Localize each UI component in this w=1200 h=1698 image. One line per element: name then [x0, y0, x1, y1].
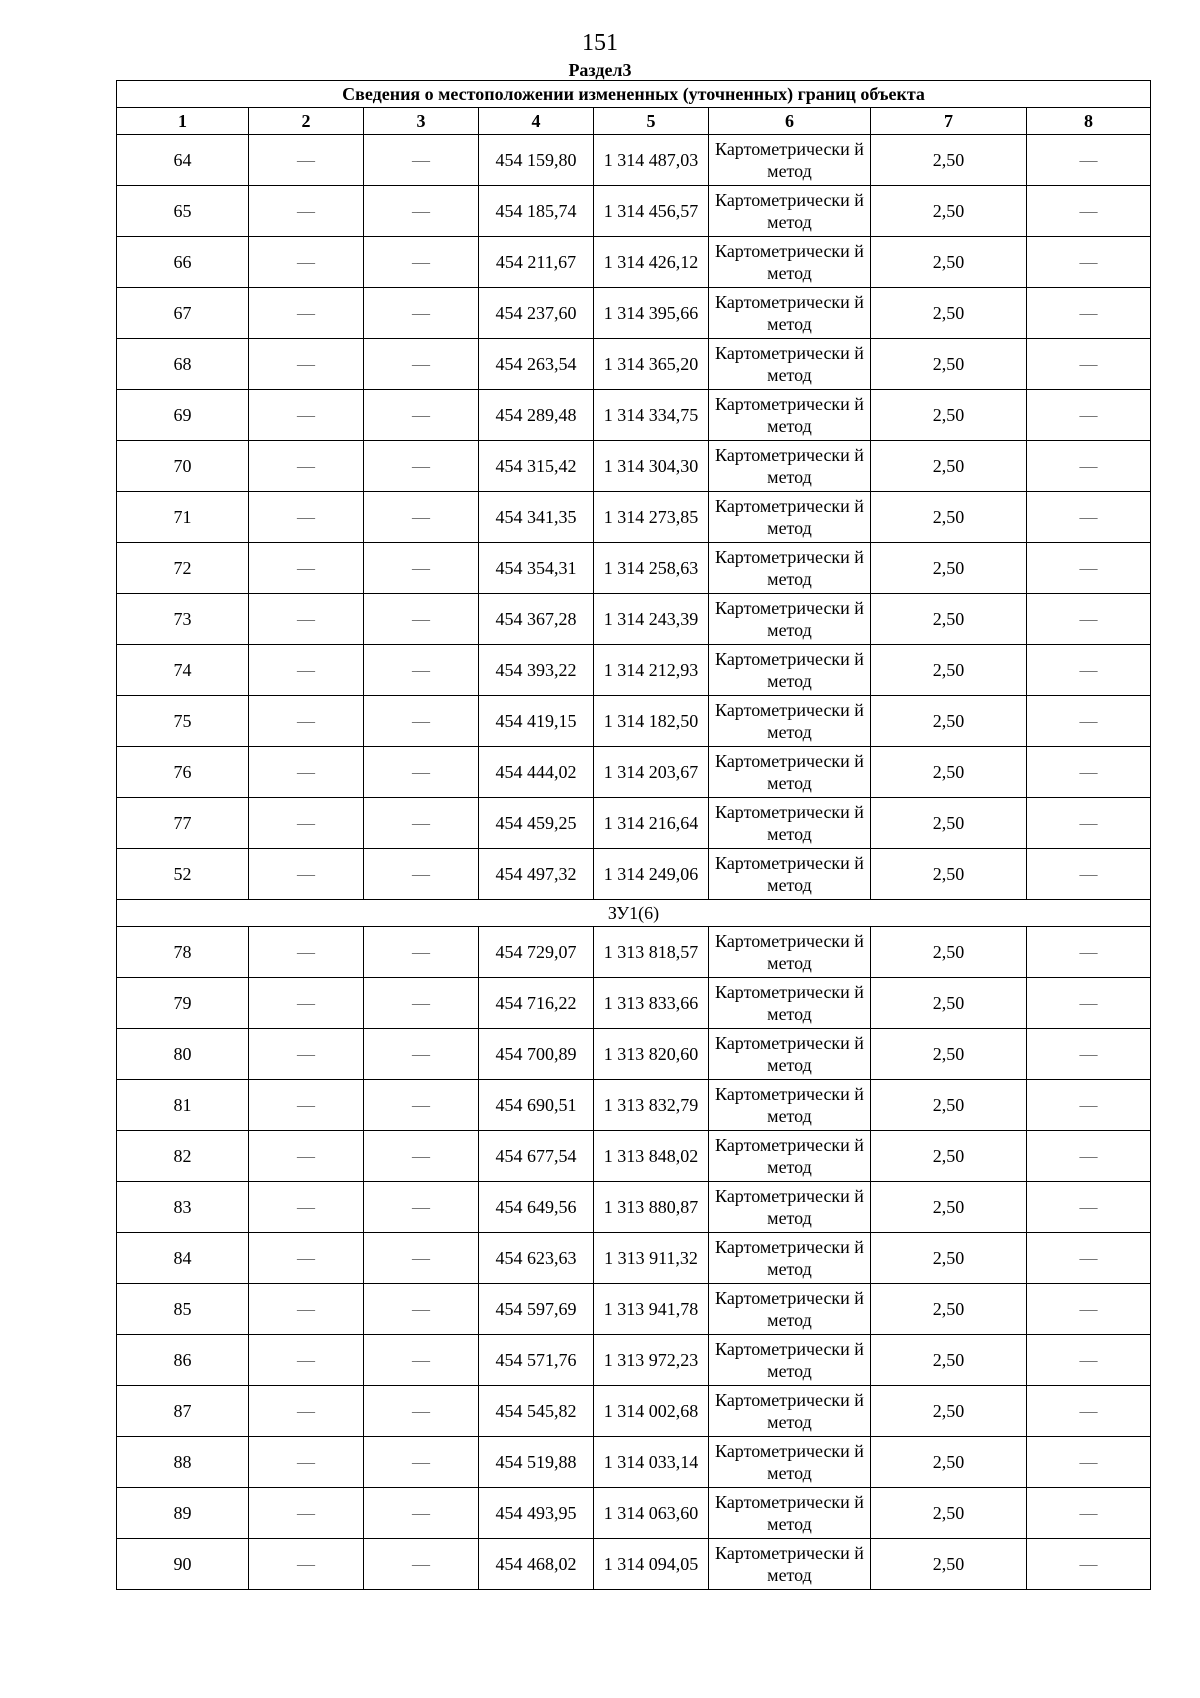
coord-x: 454 493,95 — [479, 1488, 594, 1539]
cell-col8: — — [1027, 1284, 1151, 1335]
coord-y: 1 314 395,66 — [594, 288, 709, 339]
cell-col2: — — [249, 492, 364, 543]
coordinates-table — [116, 80, 1151, 1590]
point-number: 82 — [117, 1131, 249, 1182]
accuracy: 2,50 — [871, 339, 1027, 390]
accuracy: 2,50 — [871, 1182, 1027, 1233]
table-row — [117, 1233, 1151, 1284]
point-number: 75 — [117, 696, 249, 747]
coord-x: 454 545,82 — [479, 1386, 594, 1437]
cell-col2: — — [249, 798, 364, 849]
method: Картометрически й метод — [709, 492, 871, 543]
column-number-2: 2 — [249, 108, 364, 135]
coord-y: 1 313 941,78 — [594, 1284, 709, 1335]
coord-y: 1 314 304,30 — [594, 441, 709, 492]
table-row — [117, 1131, 1151, 1182]
accuracy: 2,50 — [871, 237, 1027, 288]
table-row — [117, 237, 1151, 288]
cell-col3: — — [364, 1437, 479, 1488]
table-caption: Сведения о местоположении измененных (уточненных) границ объекта — [117, 81, 1151, 108]
coord-x: 454 623,63 — [479, 1233, 594, 1284]
table-row — [117, 339, 1151, 390]
accuracy: 2,50 — [871, 849, 1027, 900]
cell-col2: — — [249, 1029, 364, 1080]
table-row — [117, 1386, 1151, 1437]
coord-x: 454 690,51 — [479, 1080, 594, 1131]
cell-col3: — — [364, 1488, 479, 1539]
method: Картометрически й метод — [709, 288, 871, 339]
column-number-7: 7 — [871, 108, 1027, 135]
coord-x: 454 211,67 — [479, 237, 594, 288]
cell-col3: — — [364, 543, 479, 594]
table-row — [117, 288, 1151, 339]
table-row — [117, 441, 1151, 492]
cell-col8: — — [1027, 492, 1151, 543]
cell-col8: — — [1027, 1335, 1151, 1386]
table-row — [117, 1539, 1151, 1590]
coord-x: 454 419,15 — [479, 696, 594, 747]
column-number-1: 1 — [117, 108, 249, 135]
cell-col2: — — [249, 1284, 364, 1335]
point-number: 86 — [117, 1335, 249, 1386]
coord-y: 1 314 426,12 — [594, 237, 709, 288]
coord-x: 454 597,69 — [479, 1284, 594, 1335]
table-row — [117, 849, 1151, 900]
cell-col3: — — [364, 645, 479, 696]
cell-col8: — — [1027, 594, 1151, 645]
coord-y: 1 314 216,64 — [594, 798, 709, 849]
point-number: 69 — [117, 390, 249, 441]
cell-col3: — — [364, 927, 479, 978]
accuracy: 2,50 — [871, 927, 1027, 978]
cell-col3: — — [364, 1539, 479, 1590]
table-row — [117, 1488, 1151, 1539]
table-row — [117, 645, 1151, 696]
cell-col3: — — [364, 441, 479, 492]
coord-x: 454 468,02 — [479, 1539, 594, 1590]
coord-y: 1 314 094,05 — [594, 1539, 709, 1590]
cell-col3: — — [364, 1233, 479, 1284]
column-number-4: 4 — [479, 108, 594, 135]
cell-col8: — — [1027, 747, 1151, 798]
column-number-row — [117, 108, 1151, 135]
point-number: 90 — [117, 1539, 249, 1590]
coord-x: 454 571,76 — [479, 1335, 594, 1386]
method: Картометрически й метод — [709, 645, 871, 696]
coord-x: 454 367,28 — [479, 594, 594, 645]
cell-col2: — — [249, 978, 364, 1029]
method: Картометрически й метод — [709, 927, 871, 978]
accuracy: 2,50 — [871, 186, 1027, 237]
coord-y: 1 314 063,60 — [594, 1488, 709, 1539]
method: Картометрически й метод — [709, 978, 871, 1029]
accuracy: 2,50 — [871, 696, 1027, 747]
cell-col3: — — [364, 747, 479, 798]
cell-col8: — — [1027, 1182, 1151, 1233]
method: Картометрически й метод — [709, 1284, 871, 1335]
accuracy: 2,50 — [871, 288, 1027, 339]
accuracy: 2,50 — [871, 747, 1027, 798]
method: Картометрически й метод — [709, 1080, 871, 1131]
method: Картометрически й метод — [709, 1437, 871, 1488]
coord-y: 1 314 487,03 — [594, 135, 709, 186]
accuracy: 2,50 — [871, 1386, 1027, 1437]
accuracy: 2,50 — [871, 1131, 1027, 1182]
coord-x: 454 716,22 — [479, 978, 594, 1029]
cell-col8: — — [1027, 696, 1151, 747]
method: Картометрически й метод — [709, 849, 871, 900]
cell-col2: — — [249, 441, 364, 492]
accuracy: 2,50 — [871, 543, 1027, 594]
method: Картометрически й метод — [709, 1488, 871, 1539]
cell-col8: — — [1027, 1386, 1151, 1437]
cell-col3: — — [364, 1284, 479, 1335]
cell-col8: — — [1027, 1131, 1151, 1182]
table-caption-row — [117, 81, 1151, 108]
coord-y: 1 314 212,93 — [594, 645, 709, 696]
method: Картометрически й метод — [709, 186, 871, 237]
cell-col2: — — [249, 390, 364, 441]
table-row — [117, 594, 1151, 645]
point-number: 73 — [117, 594, 249, 645]
cell-col2: — — [249, 594, 364, 645]
coord-y: 1 313 820,60 — [594, 1029, 709, 1080]
cell-col2: — — [249, 1335, 364, 1386]
point-number: 77 — [117, 798, 249, 849]
coord-y: 1 313 832,79 — [594, 1080, 709, 1131]
point-number: 79 — [117, 978, 249, 1029]
point-number: 70 — [117, 441, 249, 492]
table-row — [117, 1029, 1151, 1080]
method: Картометрически й метод — [709, 1131, 871, 1182]
method: Картометрически й метод — [709, 237, 871, 288]
cell-col3: — — [364, 1029, 479, 1080]
point-number: 76 — [117, 747, 249, 798]
point-number: 78 — [117, 927, 249, 978]
coord-y: 1 314 243,39 — [594, 594, 709, 645]
table-row — [117, 696, 1151, 747]
cell-col8: — — [1027, 1233, 1151, 1284]
method: Картометрически й метод — [709, 594, 871, 645]
cell-col2: — — [249, 1080, 364, 1131]
cell-col2: — — [249, 1131, 364, 1182]
cell-col3: — — [364, 696, 479, 747]
coord-x: 454 459,25 — [479, 798, 594, 849]
method: Картометрически й метод — [709, 1386, 871, 1437]
cell-col2: — — [249, 543, 364, 594]
cell-col2: — — [249, 1437, 364, 1488]
accuracy: 2,50 — [871, 594, 1027, 645]
group-label: ЗУ1(6) — [117, 900, 1151, 927]
column-number-8: 8 — [1027, 108, 1151, 135]
point-number: 81 — [117, 1080, 249, 1131]
cell-col8: — — [1027, 1488, 1151, 1539]
cell-col8: — — [1027, 1080, 1151, 1131]
coord-y: 1 314 203,67 — [594, 747, 709, 798]
accuracy: 2,50 — [871, 798, 1027, 849]
table-row — [117, 135, 1151, 186]
point-number: 84 — [117, 1233, 249, 1284]
coord-x: 454 677,54 — [479, 1131, 594, 1182]
method: Картометрически й метод — [709, 1182, 871, 1233]
coord-y: 1 314 334,75 — [594, 390, 709, 441]
coord-x: 454 700,89 — [479, 1029, 594, 1080]
table-row — [117, 1182, 1151, 1233]
accuracy: 2,50 — [871, 1029, 1027, 1080]
cell-col2: — — [249, 696, 364, 747]
cell-col2: — — [249, 339, 364, 390]
cell-col8: — — [1027, 978, 1151, 1029]
point-number: 83 — [117, 1182, 249, 1233]
coord-x: 454 393,22 — [479, 645, 594, 696]
cell-col3: — — [364, 339, 479, 390]
method: Картометрически й метод — [709, 543, 871, 594]
cell-col8: — — [1027, 441, 1151, 492]
cell-col3: — — [364, 978, 479, 1029]
cell-col3: — — [364, 237, 479, 288]
cell-col8: — — [1027, 798, 1151, 849]
cell-col8: — — [1027, 186, 1151, 237]
method: Картометрически й метод — [709, 1233, 871, 1284]
table-row — [117, 747, 1151, 798]
cell-col2: — — [249, 849, 364, 900]
coord-x: 454 497,32 — [479, 849, 594, 900]
cell-col2: — — [249, 1386, 364, 1437]
point-number: 52 — [117, 849, 249, 900]
coord-y: 1 313 833,66 — [594, 978, 709, 1029]
method: Картометрически й метод — [709, 1335, 871, 1386]
cell-col3: — — [364, 1080, 479, 1131]
coord-y: 1 313 911,32 — [594, 1233, 709, 1284]
point-number: 72 — [117, 543, 249, 594]
cell-col3: — — [364, 135, 479, 186]
coord-y: 1 314 249,06 — [594, 849, 709, 900]
method: Картометрически й метод — [709, 1029, 871, 1080]
table-row — [117, 543, 1151, 594]
group-label-row — [117, 900, 1151, 927]
cell-col2: — — [249, 186, 364, 237]
accuracy: 2,50 — [871, 1233, 1027, 1284]
cell-col8: — — [1027, 543, 1151, 594]
cell-col3: — — [364, 492, 479, 543]
table-row — [117, 1437, 1151, 1488]
cell-col8: — — [1027, 1437, 1151, 1488]
cell-col3: — — [364, 849, 479, 900]
cell-col3: — — [364, 798, 479, 849]
method: Картометрически й метод — [709, 135, 871, 186]
point-number: 67 — [117, 288, 249, 339]
column-number-5: 5 — [594, 108, 709, 135]
coord-y: 1 313 880,87 — [594, 1182, 709, 1233]
table-row — [117, 1080, 1151, 1131]
point-number: 74 — [117, 645, 249, 696]
point-number: 85 — [117, 1284, 249, 1335]
cell-col8: — — [1027, 339, 1151, 390]
cell-col2: — — [249, 288, 364, 339]
method: Картометрически й метод — [709, 798, 871, 849]
accuracy: 2,50 — [871, 978, 1027, 1029]
accuracy: 2,50 — [871, 1335, 1027, 1386]
coord-y: 1 314 002,68 — [594, 1386, 709, 1437]
cell-col2: — — [249, 927, 364, 978]
coord-y: 1 314 258,63 — [594, 543, 709, 594]
table-row — [117, 798, 1151, 849]
cell-col2: — — [249, 747, 364, 798]
cell-col3: — — [364, 390, 479, 441]
column-number-6: 6 — [709, 108, 871, 135]
coord-x: 454 315,42 — [479, 441, 594, 492]
table-row — [117, 186, 1151, 237]
cell-col8: — — [1027, 1029, 1151, 1080]
method: Картометрически й метод — [709, 1539, 871, 1590]
cell-col8: — — [1027, 288, 1151, 339]
table-body — [117, 135, 1151, 1590]
point-number: 87 — [117, 1386, 249, 1437]
coord-y: 1 314 033,14 — [594, 1437, 709, 1488]
cell-col2: — — [249, 645, 364, 696]
table-row — [117, 1335, 1151, 1386]
coord-x: 454 341,35 — [479, 492, 594, 543]
table-row — [117, 492, 1151, 543]
table-row — [117, 978, 1151, 1029]
table-row — [117, 927, 1151, 978]
coord-x: 454 289,48 — [479, 390, 594, 441]
coord-x: 454 237,60 — [479, 288, 594, 339]
point-number: 89 — [117, 1488, 249, 1539]
accuracy: 2,50 — [871, 390, 1027, 441]
cell-col3: — — [364, 1335, 479, 1386]
table-row — [117, 1284, 1151, 1335]
point-number: 66 — [117, 237, 249, 288]
coord-x: 454 263,54 — [479, 339, 594, 390]
method: Картометрически й метод — [709, 696, 871, 747]
point-number: 64 — [117, 135, 249, 186]
accuracy: 2,50 — [871, 1284, 1027, 1335]
coord-x: 454 729,07 — [479, 927, 594, 978]
accuracy: 2,50 — [871, 135, 1027, 186]
section-title: Раздел3 — [568, 60, 632, 80]
coord-y: 1 313 848,02 — [594, 1131, 709, 1182]
cell-col8: — — [1027, 237, 1151, 288]
cell-col8: — — [1027, 135, 1151, 186]
cell-col2: — — [249, 1233, 364, 1284]
coord-x: 454 354,31 — [479, 543, 594, 594]
accuracy: 2,50 — [871, 1437, 1027, 1488]
cell-col8: — — [1027, 390, 1151, 441]
accuracy: 2,50 — [871, 1080, 1027, 1131]
coord-y: 1 314 182,50 — [594, 696, 709, 747]
cell-col3: — — [364, 186, 479, 237]
coord-x: 454 649,56 — [479, 1182, 594, 1233]
accuracy: 2,50 — [871, 441, 1027, 492]
cell-col2: — — [249, 1488, 364, 1539]
method: Картометрически й метод — [709, 390, 871, 441]
table-row — [117, 390, 1151, 441]
method: Картометрически й метод — [709, 747, 871, 798]
method: Картометрически й метод — [709, 441, 871, 492]
point-number: 65 — [117, 186, 249, 237]
coord-y: 1 313 972,23 — [594, 1335, 709, 1386]
cell-col3: — — [364, 1386, 479, 1437]
column-number-3: 3 — [364, 108, 479, 135]
coord-x: 454 185,74 — [479, 186, 594, 237]
cell-col8: — — [1027, 927, 1151, 978]
coord-y: 1 314 365,20 — [594, 339, 709, 390]
cell-col3: — — [364, 288, 479, 339]
coord-y: 1 314 456,57 — [594, 186, 709, 237]
method: Картометрически й метод — [709, 339, 871, 390]
coord-x: 454 519,88 — [479, 1437, 594, 1488]
cell-col8: — — [1027, 849, 1151, 900]
accuracy: 2,50 — [871, 1488, 1027, 1539]
page-number: 151 — [582, 30, 618, 56]
point-number: 68 — [117, 339, 249, 390]
coord-x: 454 159,80 — [479, 135, 594, 186]
accuracy: 2,50 — [871, 1539, 1027, 1590]
cell-col2: — — [249, 135, 364, 186]
cell-col3: — — [364, 594, 479, 645]
accuracy: 2,50 — [871, 645, 1027, 696]
cell-col3: — — [364, 1131, 479, 1182]
cell-col3: — — [364, 1182, 479, 1233]
point-number: 80 — [117, 1029, 249, 1080]
cell-col8: — — [1027, 645, 1151, 696]
coord-y: 1 314 273,85 — [594, 492, 709, 543]
coord-y: 1 313 818,57 — [594, 927, 709, 978]
point-number: 88 — [117, 1437, 249, 1488]
coord-x: 454 444,02 — [479, 747, 594, 798]
cell-col2: — — [249, 237, 364, 288]
cell-col2: — — [249, 1539, 364, 1590]
cell-col8: — — [1027, 1539, 1151, 1590]
cell-col2: — — [249, 1182, 364, 1233]
point-number: 71 — [117, 492, 249, 543]
accuracy: 2,50 — [871, 492, 1027, 543]
